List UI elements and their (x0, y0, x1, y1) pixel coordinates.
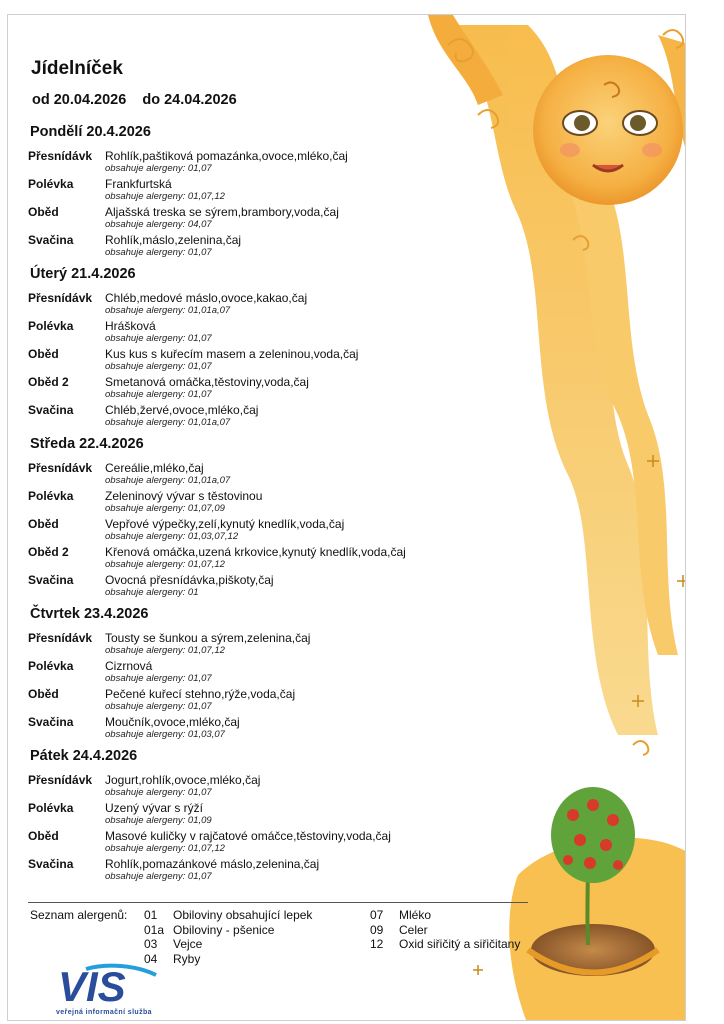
meal-row (28, 291, 508, 319)
meal-allergens: obsahuje alergeny: 01,07 (105, 247, 212, 258)
meal-body (105, 149, 508, 177)
meal-allergens: obsahuje alergeny: 01,07 (105, 163, 212, 174)
meal-description: Křenová omáčka,uzená krkovice,kynutý knedlík,voda,čaj (105, 545, 406, 559)
meal-description: Chléb,žervé,ovoce,mléko,čaj (105, 403, 259, 417)
meal-description: Kus kus s kuřecím masem a zeleninou,voda,čaj (105, 347, 359, 361)
date-to: do 24.04.2026 (142, 92, 237, 108)
meal-type: Přesnídávk (28, 291, 93, 305)
vis-logo (56, 961, 160, 1021)
allergen-legend-item (370, 923, 520, 938)
meal-description: Masové kuličky v rajčatové omáčce,těstoviny,voda,čaj (105, 829, 391, 843)
meal-row (28, 857, 508, 885)
allergen-legend-label: Seznam alergenů: (30, 908, 128, 922)
meal-row (28, 347, 508, 375)
meal-type: Svačina (28, 857, 74, 871)
meal-row (28, 517, 508, 545)
meal-allergens: obsahuje alergeny: 01,07,12 (105, 645, 225, 656)
meal-allergens: obsahuje alergeny: 01,07 (105, 361, 212, 372)
meal-body (105, 631, 508, 659)
meal-description: Moučník,ovoce,mléko,čaj (105, 715, 240, 729)
allergen-code: 09 (370, 922, 384, 937)
meal-description: Aljašská treska se sýrem,brambory,voda,čaj (105, 205, 339, 219)
meal-row (28, 715, 508, 743)
page-title: Jídelníček (31, 58, 123, 79)
meal-description: Rohlík,máslo,zelenina,čaj (105, 233, 242, 247)
meal-allergens: obsahuje alergeny: 01,07,12 (105, 191, 225, 202)
meal-description: Uzený vývar s rýží (105, 801, 204, 815)
allergen-legend-column-2 (370, 908, 520, 952)
meal-type: Oběd (28, 517, 59, 531)
meal-row (28, 489, 508, 517)
meal-type: Přesnídávk (28, 149, 93, 163)
meal-row (28, 403, 508, 431)
meal-row (28, 177, 508, 205)
meal-allergens: obsahuje alergeny: 01 (105, 587, 199, 598)
meal-body (105, 461, 508, 489)
meal-allergens: obsahuje alergeny: 01,07,09 (105, 503, 225, 514)
allergen-name: Oxid siřičitý a siřičitany (399, 937, 521, 951)
meal-description: Hrášková (105, 319, 156, 333)
meal-body (105, 659, 508, 687)
allergen-legend-item (370, 908, 520, 923)
meal-type: Oběd 2 (28, 375, 69, 389)
allergen-legend-item (144, 908, 312, 923)
meal-type: Oběd (28, 347, 59, 361)
meal-body (105, 205, 508, 233)
day-section (28, 122, 508, 261)
allergen-code: 03 (144, 937, 158, 951)
meal-type: Oběd 2 (28, 545, 69, 559)
meal-description: Cereálie,mléko,čaj (105, 461, 204, 475)
meal-allergens: obsahuje alergeny: 01,07,12 (105, 559, 225, 570)
allergen-name: Vejce (173, 937, 203, 951)
meal-allergens: obsahuje alergeny: 01,07 (105, 787, 212, 798)
meal-type: Polévka (28, 489, 74, 503)
allergen-name: Obiloviny - pšenice (173, 922, 275, 937)
meal-allergens: obsahuje alergeny: 01,03,07,12 (105, 531, 239, 542)
meal-allergens: obsahuje alergeny: 01,01a,07 (105, 475, 231, 486)
day-title: Pátek 24.4.2026 (30, 748, 138, 764)
meal-row (28, 659, 508, 687)
meal-body (105, 773, 508, 801)
meal-body (105, 319, 508, 347)
day-title: Čtvrtek 23.4.2026 (30, 606, 149, 622)
day-title: Pondělí 20.4.2026 (30, 124, 151, 140)
day-section (28, 604, 508, 743)
meal-row (28, 801, 508, 829)
meal-row (28, 545, 508, 573)
meal-type: Svačina (28, 403, 74, 417)
meal-type: Polévka (28, 177, 74, 191)
meal-description: Jogurt,rohlík,ovoce,mléko,čaj (105, 773, 261, 787)
meal-type: Polévka (28, 659, 74, 673)
vis-logo-mark (56, 961, 160, 1009)
meal-description: Zeleninový vývar s těstovinou (105, 489, 263, 503)
meal-row (28, 319, 508, 347)
meal-description: Ovocná přesnídávka,piškoty,čaj (105, 573, 274, 587)
allergen-code: 07 (370, 908, 384, 922)
meal-allergens: obsahuje alergeny: 01,03,07 (105, 729, 225, 740)
allergen-legend-item (144, 952, 312, 967)
allergen-name: Obiloviny obsahující lepek (173, 908, 313, 922)
sun-face-icon (533, 55, 683, 205)
day-section (28, 264, 508, 431)
meal-allergens: obsahuje alergeny: 01,07 (105, 701, 212, 712)
meal-body (105, 233, 508, 261)
allergen-name: Celer (399, 922, 428, 937)
day-section (28, 434, 508, 601)
meal-type: Oběd (28, 687, 59, 701)
meal-type: Svačina (28, 233, 74, 247)
meal-type: Oběd (28, 829, 59, 843)
meal-type: Přesnídávk (28, 631, 93, 645)
meal-body (105, 291, 508, 319)
meal-allergens: obsahuje alergeny: 04,07 (105, 219, 212, 230)
meal-type: Svačina (28, 715, 74, 729)
meal-body (105, 347, 508, 375)
meal-row (28, 233, 508, 261)
meal-description: Smetanová omáčka,těstoviny,voda,čaj (105, 375, 309, 389)
meal-allergens: obsahuje alergeny: 01,07 (105, 871, 212, 882)
allergen-legend-item (144, 937, 312, 952)
meal-allergens: obsahuje alergeny: 01,01a,07 (105, 417, 231, 428)
allergen-code: 01 (144, 908, 158, 922)
allergen-code: 12 (370, 937, 384, 951)
day-title: Středa 22.4.2026 (30, 436, 144, 452)
meal-body (105, 517, 508, 545)
meal-body (105, 545, 508, 573)
menu-page (7, 14, 686, 1021)
meal-description: Frankfurtská (105, 177, 172, 191)
meal-row (28, 829, 508, 857)
meal-row (28, 631, 508, 659)
meal-description: Cizrnová (105, 659, 153, 673)
meal-row (28, 205, 508, 233)
allergen-code: 01a (144, 922, 165, 937)
legend-divider (28, 902, 528, 903)
meal-type: Svačina (28, 573, 74, 587)
meal-description: Rohlík,paštiková pomazánka,ovoce,mléko,čaj (105, 149, 348, 163)
meal-row (28, 149, 508, 177)
meal-allergens: obsahuje alergeny: 01,01a,07 (105, 305, 231, 316)
meal-body (105, 857, 508, 885)
meal-type: Polévka (28, 801, 74, 815)
meal-type: Přesnídávk (28, 461, 93, 475)
meal-row (28, 573, 508, 601)
meal-description: Pečené kuřecí stehno,rýže,voda,čaj (105, 687, 296, 701)
meal-body (105, 829, 508, 857)
day-section (28, 746, 508, 885)
meal-body (105, 375, 508, 403)
allergen-code: 04 (144, 951, 158, 966)
date-from: od 20.04.2026 (32, 92, 127, 108)
meal-row (28, 375, 508, 403)
meal-allergens: obsahuje alergeny: 01,09 (105, 815, 212, 826)
meal-body (105, 177, 508, 205)
allergen-legend-column-1 (144, 908, 312, 966)
allergen-name: Ryby (173, 951, 201, 966)
meal-body (105, 489, 508, 517)
meal-description: Tousty se šunkou a sýrem,zelenina,čaj (105, 631, 311, 645)
meal-type: Polévka (28, 319, 74, 333)
allergen-name: Mléko (399, 908, 432, 922)
meal-allergens: obsahuje alergeny: 01,07 (105, 389, 212, 400)
meal-description: Vepřové výpečky,zelí,kynutý knedlík,voda,čaj (105, 517, 345, 531)
vis-logo-text: VIS (58, 963, 126, 1009)
meal-description: Chléb,medové máslo,ovoce,kakao,čaj (105, 291, 308, 305)
allergen-legend-item (370, 937, 520, 952)
meal-body (105, 403, 508, 431)
weekly-menu (28, 122, 508, 888)
meal-row (28, 773, 508, 801)
meal-body (105, 801, 508, 829)
date-range (32, 92, 249, 108)
meal-type: Oběd (28, 205, 59, 219)
meal-allergens: obsahuje alergeny: 01,07 (105, 673, 212, 684)
vis-logo-subtitle: veřejná informační služba (56, 1009, 152, 1016)
allergen-legend-item (144, 923, 312, 938)
meal-row (28, 461, 508, 489)
meal-body (105, 687, 508, 715)
meal-body (105, 573, 508, 601)
meal-description: Rohlík,pomazánkové máslo,zelenina,čaj (105, 857, 320, 871)
meal-allergens: obsahuje alergeny: 01,07 (105, 333, 212, 344)
meal-row (28, 687, 508, 715)
meal-type: Přesnídávk (28, 773, 93, 787)
meal-allergens: obsahuje alergeny: 01,07,12 (105, 843, 225, 854)
meal-body (105, 715, 508, 743)
day-title: Úterý 21.4.2026 (30, 266, 136, 282)
